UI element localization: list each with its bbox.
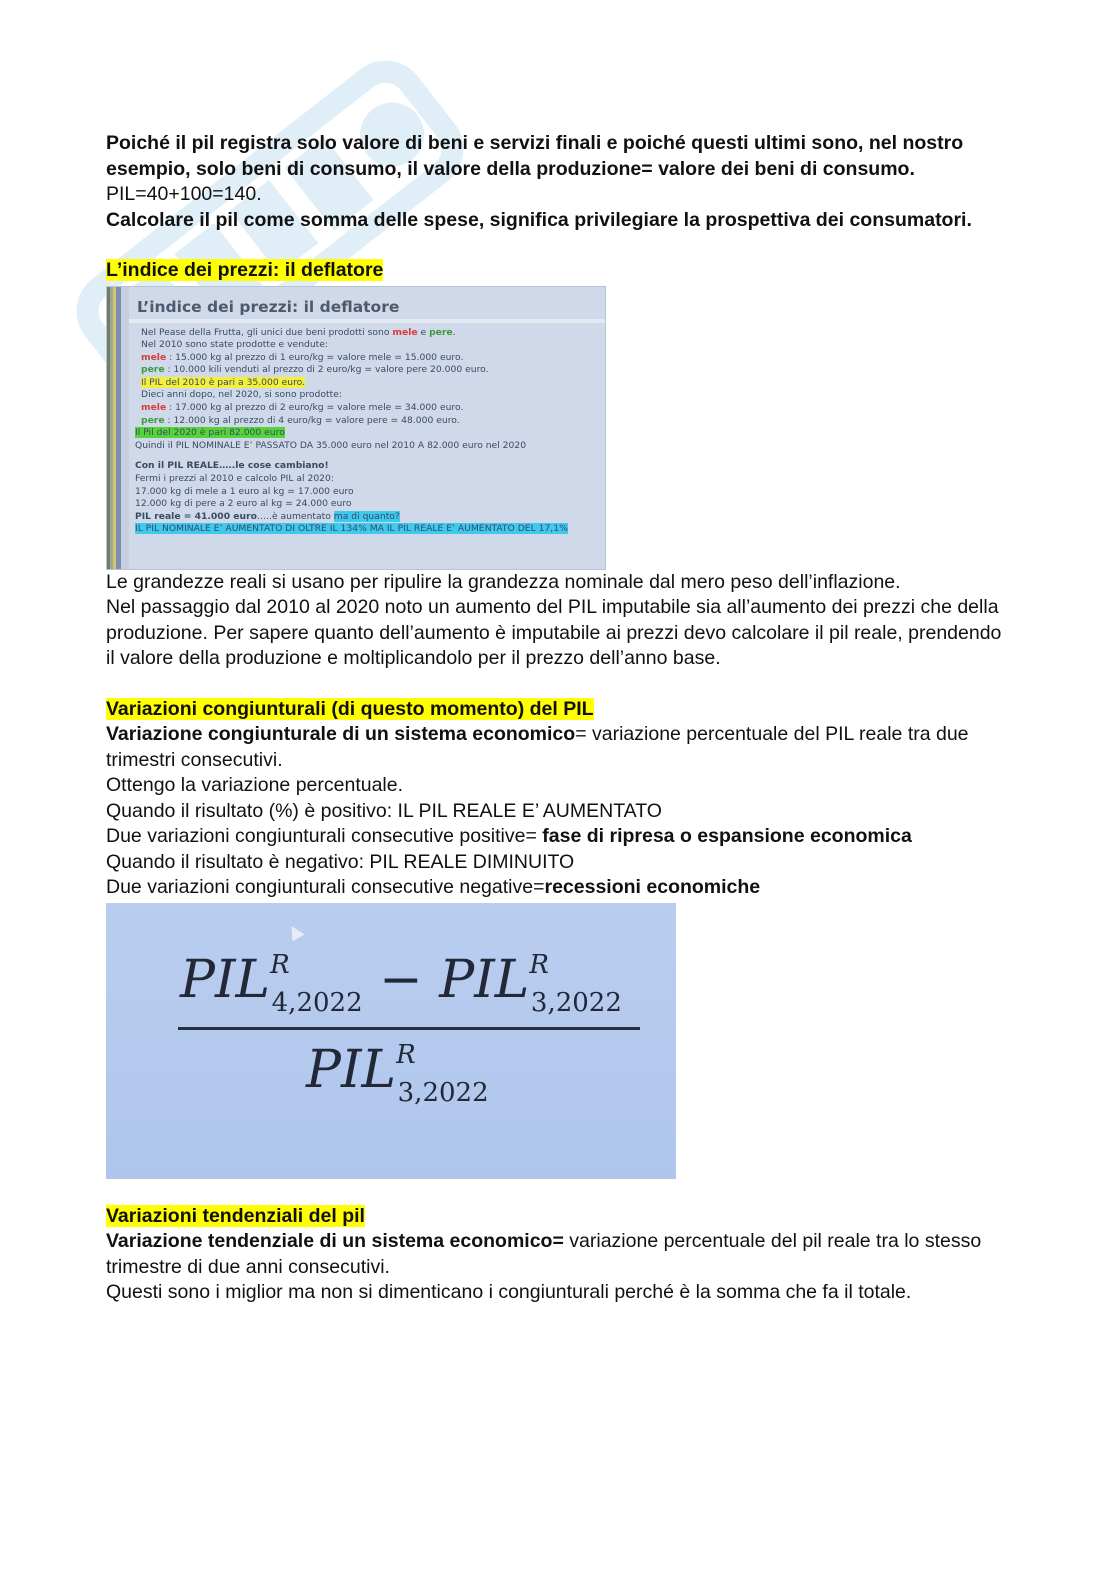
document-body [106, 131, 1006, 1306]
section-heading-tendenziali: Variazioni tendenziali del pil [106, 1204, 365, 1227]
intro-paragraph: Poiché il pil registra solo valore di beni e servizi finali e poiché questi ultimi sono, nel nostro esempio, solo beni di consumo, il valore della produzione= valore dei beni di consumo. [106, 132, 964, 180]
fraction-bar [178, 1027, 640, 1030]
congiunturali-line: Ottengo la variazione percentuale. [106, 774, 404, 796]
congiunturali-line: Quando il risultato (%) è positivo: IL PIL REALE E’ AUMENTATO [106, 799, 662, 822]
slide-text: Nel Pease della Frutta, gli unici due beni prodotti sono mele e pere. Nel 2010 sono state prodotte e vendute: mele : 15.000 kg al prezzo di 1 euro/kg = valore mele = 15.000 euro. pere : 10.000 kili venduti al prezzo di 2 euro/kg = valore pere 20.000 euro. Il PIL del 2010 è pari a 35.000 euro. Dieci anni dopo, nel 2020, si sono prodotte: mele : 17.000 kg al prezzo di 2 euro/kg = valore mele = 34.000 euro. pere : 12.000 kg al prezzo di 4 euro/kg = valore pere = 48.000 euro. Il Pil del 2020 è pari 82.000 euro Quindi il PIL NOMINALE E’ PASSATO DA 35.000 euro nel 2010 A 82.000 euro nel 2020 Con il PIL REALE…..le cose cambiano! Fermi i prezzi al 2010 e calcolo PIL al 2020: 17.000 kg di mele a 1 euro al kg = 17.000 euro 12.000 kg di pere a 2 euro al kg = 24.000 euro PIL reale = 41.000 euro…..è aumentato ma di quanto? IL PIL NOMINALE E’ AUMENTATO DI OLTRE IL 134% MA IL PIL REALE E’ AUMENTATO DEL 17,1% [135, 326, 568, 535]
formula-numerator: $PIL^R_{4,2022} - PIL^R_{3,2022}$ [180, 949, 622, 1018]
congiunturale-definition: Variazione congiunturale di un sistema economico= variazione percentuale del PIL reale tra due trimestri consecutivi. [106, 723, 969, 771]
tendenziali-note: Questi sono i miglior ma non si dimenticano i congiunturali perché è la somma che fa il totale. [106, 1281, 912, 1303]
section-heading-deflatore: L’indice dei prezzi: il deflatore [106, 259, 384, 281]
deflatore-slide-image [106, 286, 606, 570]
congiunturali-line: Quando il risultato è negativo: PIL REALE DIMINUITO [106, 850, 575, 873]
pil-equation: PIL=40+100=140. [106, 183, 262, 205]
nominal-vs-real-paragraph: Nel passaggio dal 2010 al 2020 noto un aumento del PIL imputabile sia all’aumento dei prezzi che della produzione. Per sapere quanto dell’aumento è imputabile ai prezzi devo calcolare il pil reale, prendendo il valore della produzione e moltiplicandolo per il prezzo dell’anno base. [106, 596, 1002, 669]
slide-side-stripe [107, 287, 129, 569]
intro-conclusion: Calcolare il pil come somma delle spese, significa privilegiare la prospettiva dei consumatori. [106, 208, 972, 231]
mouse-cursor-icon [285, 922, 304, 941]
section-heading-congiunturali: Variazioni congiunturali (di questo momento) del PIL [106, 697, 594, 720]
formula-denominator: $PIL^R_{3,2022}$ [306, 1039, 489, 1108]
congiunturali-line: Due variazioni congiunturali consecutive negative=recessioni economiche [106, 876, 761, 898]
congiunturali-line: Due variazioni congiunturali consecutive positive= fase di ripresa o espansione economica [106, 825, 912, 847]
congiunturale-formula-image [106, 903, 676, 1179]
slide-title: L’indice dei prezzi: il deflatore [137, 297, 400, 316]
real-values-paragraph: Le grandezze reali si usano per ripulire la grandezza nominale dal mero peso dell’inflazione. [106, 570, 901, 593]
tendenziale-definition: Variazione tendenziale di un sistema economico= variazione percentuale del pil reale tra lo stesso trimestre di due anni consecutivi. [106, 1230, 982, 1278]
